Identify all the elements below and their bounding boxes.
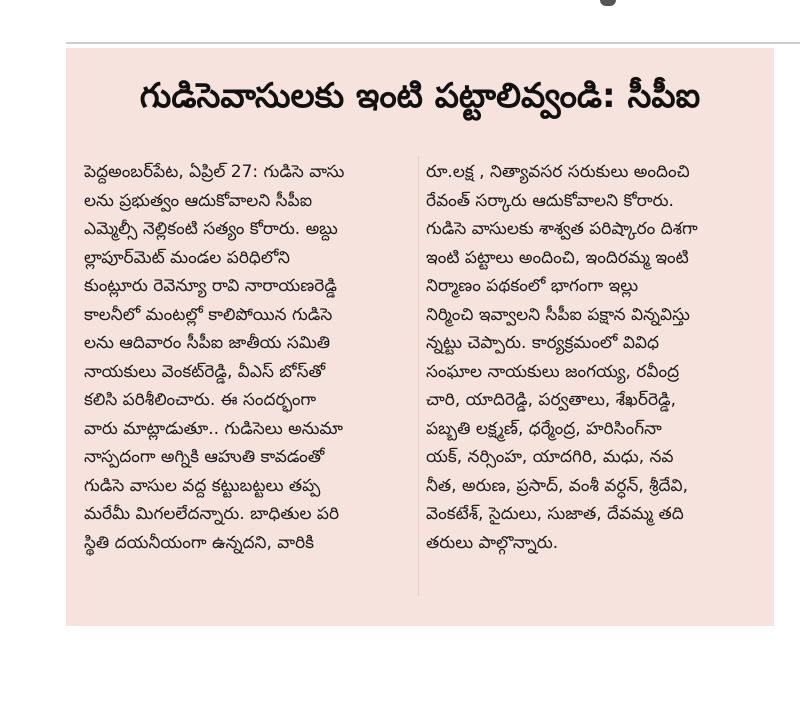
article-line: చారి, యాదిరెడ్డి, పర్వతాలు, శేఖర్‌రెడ్డి, [426,390,677,410]
article-headline: గుడిసెవాసులకు ఇంటి పట్టాలివ్వండి: సీపీఐ [139,76,701,116]
article-line: సంఘాల నాయకులు జంగయ్య, రవీంద్ర [426,361,680,382]
top-divider [66,42,800,44]
article-line: ల్లాపూర్‌మెట్ మండల పరిధిలోని [84,247,290,268]
article-line: లను ప్రభుత్వం ఆదుకోవాలని సీపీఐ [84,190,313,211]
column-divider [418,156,419,596]
article-line: వెంకటేశ్, సైదులు, సుజాత, దేవమ్మ తది [426,504,684,524]
article-line: న్నట్టు చెప్పారు. కార్యక్రమంలో వివిధ [426,333,660,353]
newspaper-clipping [66,48,774,626]
article-line: పబ్బతి లక్ష్మణ్, ధర్మేంద్ర, హరిసింగ్‌నా [426,418,662,439]
article-line: నిర్మించి ఇవ్వాలని సీపీఐ పక్షాన విన్నవిస్తు [426,304,690,325]
article-line: నీత, అరుణ, ప్రసాద్, వంశీ వర్ధన్, శ్రీదేవి, [426,475,689,496]
article-line: లను ఆదివారం సీపీఐ జాతీయ సమితి [84,333,331,353]
article-line: మరేమీ మిగలలేదన్నారు. బాధితుల పరి [84,504,340,524]
article-line: కాలనీలో మంటల్లో కాలిపోయిన గుడిసె [84,304,333,325]
article-line: కలిసి పరిశీలించారు. ఈ సందర్భంగా [84,390,317,410]
article-column-left [84,158,412,557]
article-line: కుంట్లూరు రెవెన్యూ రావి నారాయణరెడ్డి [84,276,337,296]
article-line: ఇంటి పట్టాలు అందించి, ఇందిరమ్మ ఇంటి [426,247,689,268]
article-line: గుడిసె వాసులకు శాశ్వత పరిష్కారం దిశగా [426,219,698,239]
article-line: నిర్మాణం పథకంలో భాగంగా ఇల్లు [426,276,639,296]
article-line: గుడిసె వాసుల వద్ద కట్టుబట్టలు తప్ప [84,475,321,496]
article-line: ఎమ్మెల్సీ నెల్లికంటి సత్యం కోరారు. అబ్దు [84,219,338,239]
article-line: తరులు పాల్గొన్నారు. [426,532,559,553]
article-line: నాయకులు వెంకట్‌రెడ్డి, వీఎస్ బోస్‌తో [84,361,326,382]
article-line: స్థితి దయనీయంగా ఉన్నదని, వారికి [84,532,315,553]
article-line: పెద్దఅంబర్‌పేట, ఏప్రిల్ 27: గుడిసె వాసు [84,162,345,182]
article-line: రేవంత్ సర్కారు ఆదుకోవాలని కోరారు. [426,190,674,211]
top-strip [0,0,800,44]
article-line: యక్, నర్సింహ, యాదగిరి, మధు, నవ [426,447,674,467]
article-line: రూ.లక్ష , నిత్యావసర సరుకులు అందించి [426,162,690,182]
article-column-right [426,158,756,557]
article-line: వారు మాట్లాడుతూ.. గుడిసెలు అనుమా [84,418,343,439]
article-line: నాస్పదంగా అగ్నికి ఆహుతి కావడంతో [84,447,325,467]
